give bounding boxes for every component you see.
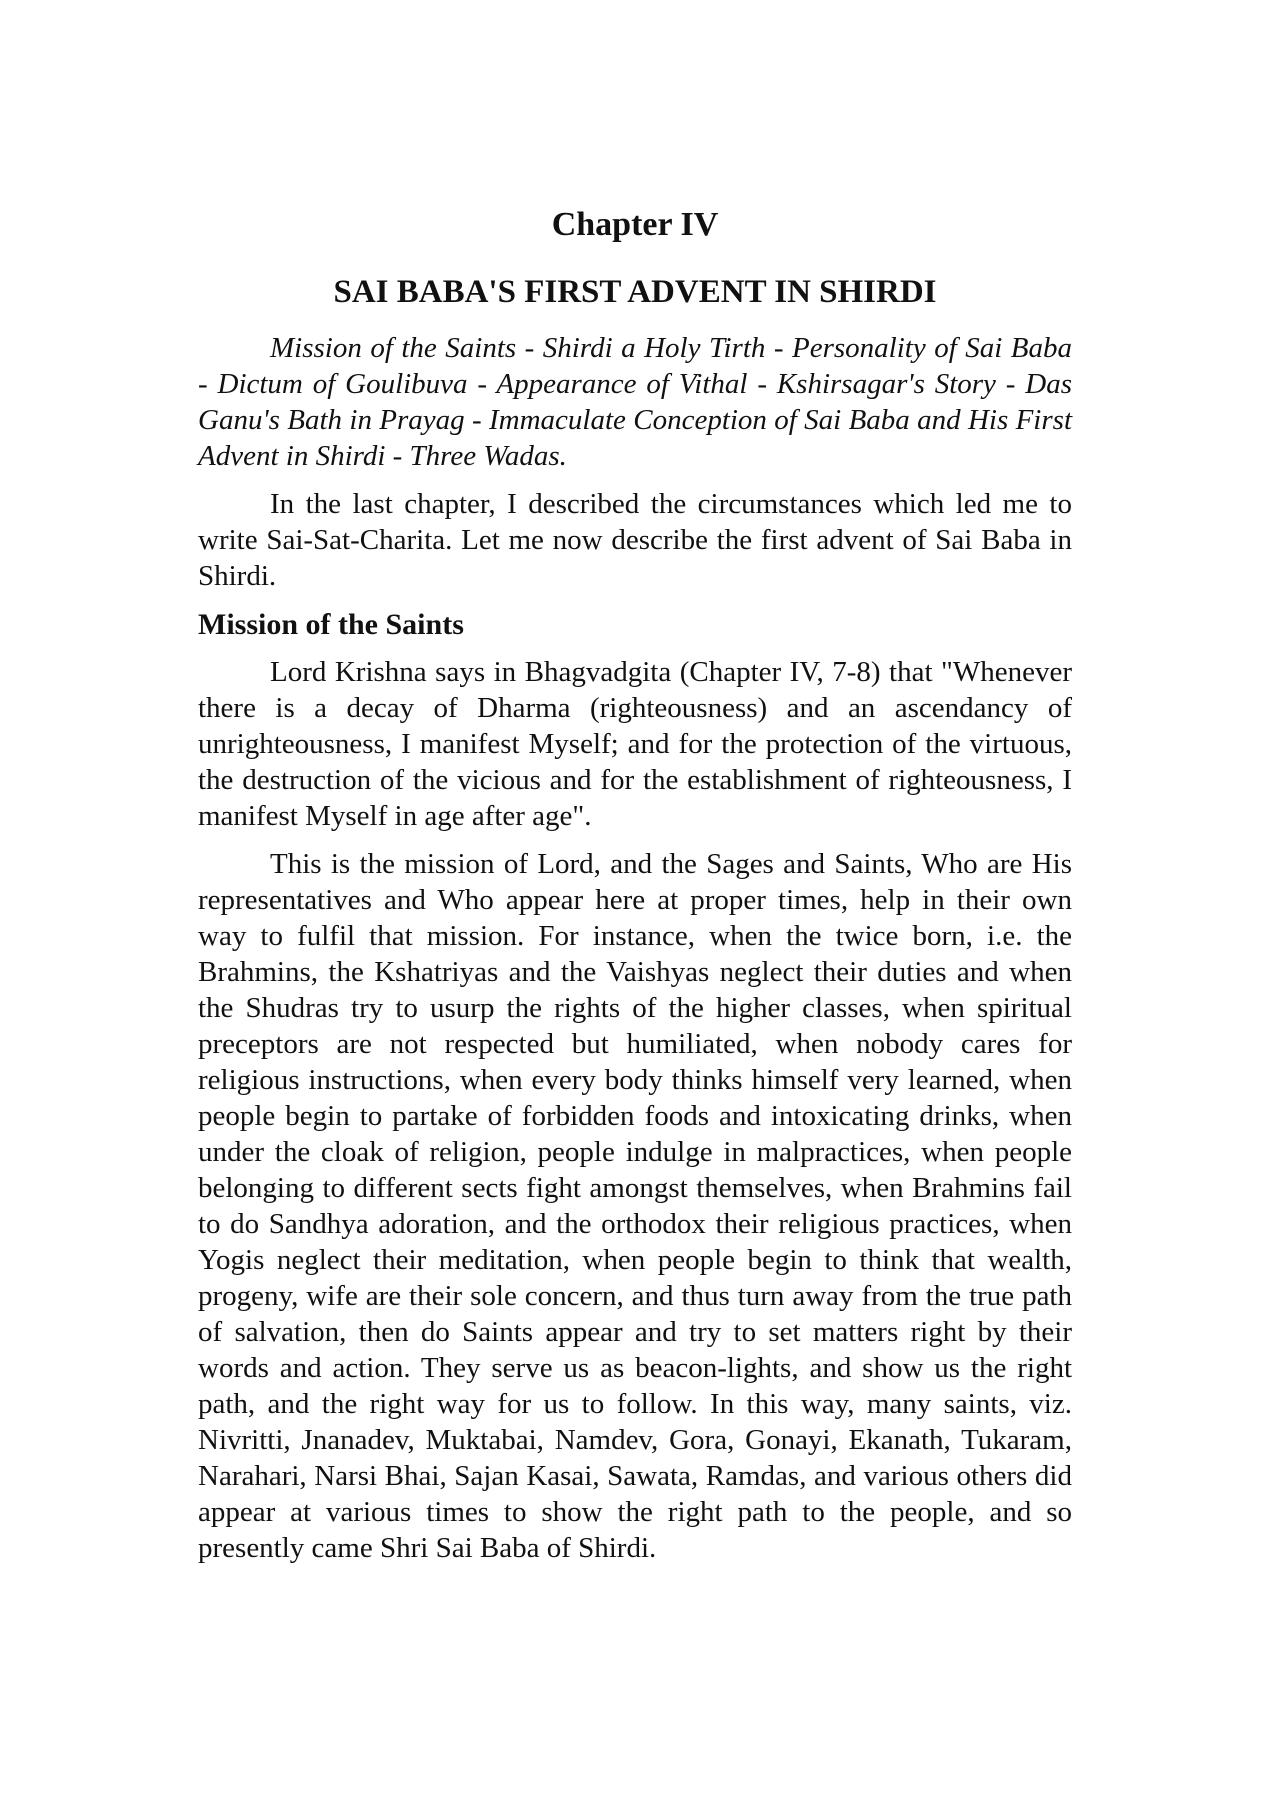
chapter-number: Chapter IV — [551, 206, 719, 243]
chapter-summary: Mission of the Saints - Shirdi a Holy Tirth - Personality of Sai Baba - Dictum of Goulibuva - Appearance of Vithal - Kshirsagar's Story - Das Ganu's Bath in Prayag - Immaculate Conception of Sai Baba and His First Advent in Shirdi - Three Wadas. — [198, 332, 1072, 472]
intro-paragraph: In the last chapter, I described the circumstances which led me to write Sai-Sat-Charita. Let me now describe the first advent of Sai Baba in Shirdi. — [198, 488, 1072, 592]
section-heading: Mission of the Saints — [198, 608, 464, 641]
section-paragraph-1: Lord Krishna says in Bhagvadgita (Chapter IV, 7-8) that "Whenever there is a decay of Dharma (righteousness) and an ascendancy of unrighteousness, I manifest Myself; and for the protection of the virtuous, the destruction of the vicious and for the establishment of righteousness, I manifest Myself in age after age". — [198, 656, 1072, 832]
chapter-title: SAI BABA'S FIRST ADVENT IN SHIRDI — [333, 274, 937, 310]
section-paragraph-2: This is the mission of Lord, and the Sages and Saints, Who are His representatives and Who appear here at proper times, help in their own way to fulfil that mission. For instance, when the twice born, i.e. the Brahmins, the Kshatriyas and the Vaishyas neglect their duties and when the Shudras try to usurp the rights of the higher classes, when spiritual preceptors are not respected but humiliated, when nobody cares for religious instructions, when every body thinks himself very learned, when people begin to partake of forbidden foods and intoxicating drinks, when under the cloak of religion, people indulge in malpractices, when people belonging to different sects fight amongst themselves, when Brahmins fail to do Sandhya adoration, and the orthodox their religious practices, when Yogis neglect their meditation, when people begin to think that wealth, progeny, wife are their sole concern, and thus turn away from the true path of salvation, then do Saints appear and try to set matters right by their words and action. They serve us as beacon-lights, and show us the right path, and the right way for us to follow. In this way, many saints, viz. Nivritti, Jnanadev, Muktabai, Namdev, Gora, Gonayi, Ekanath, Tukaram, Narahari, Narsi Bhai, Sajan Kasai, Sawata, Ramdas, and various others did appear at various times to show the right path to the people, and so presently came Shri Sai Baba of Shirdi. — [198, 848, 1072, 1564]
book-page — [198, 205, 1072, 1578]
